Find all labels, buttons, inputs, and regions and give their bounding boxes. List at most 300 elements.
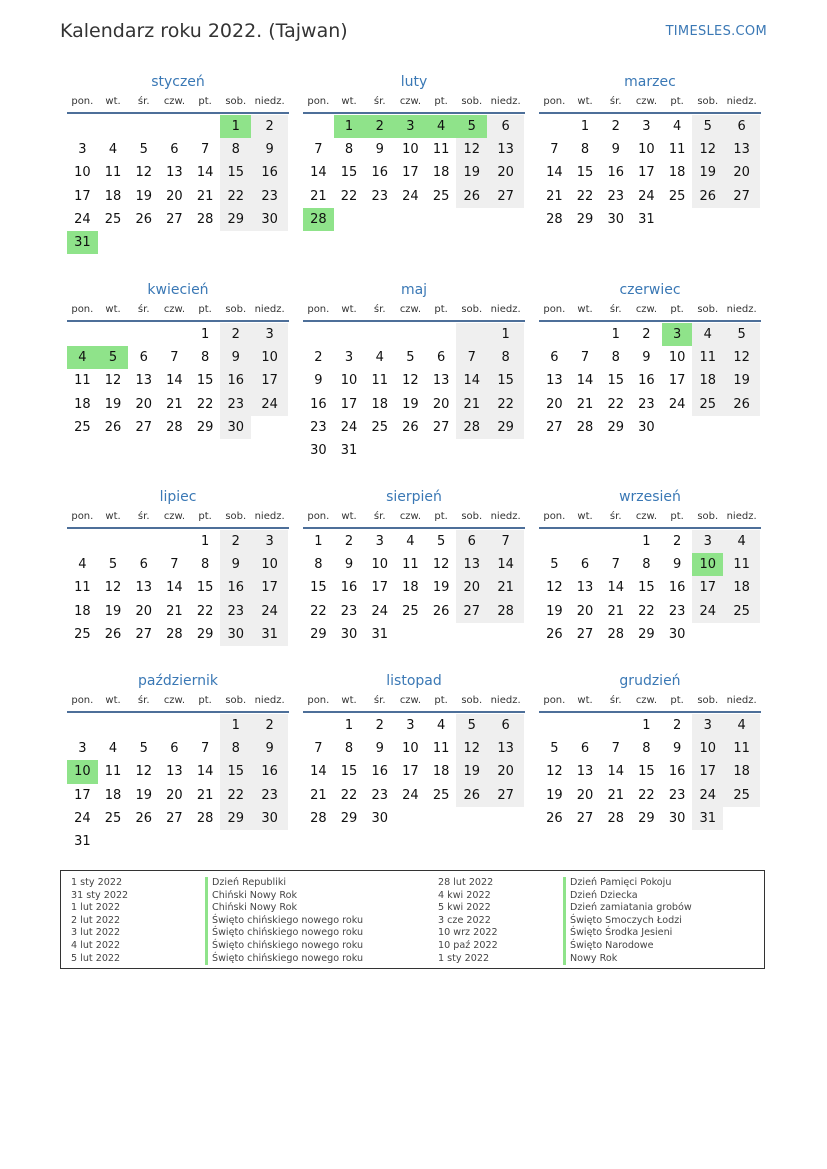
day-cell: 24 (402, 188, 419, 204)
day-cell: 13 (432, 373, 450, 389)
month-block (303, 72, 525, 231)
day-grid (539, 530, 761, 646)
day-cell: 16 (310, 396, 327, 412)
empty-cell (251, 416, 288, 439)
day-cell: 16 (607, 165, 624, 181)
day-cell: 25 (723, 600, 760, 623)
weekday-label: śr. (609, 695, 622, 706)
day-cell: 28 (576, 419, 594, 435)
day-cell: 28 (310, 810, 327, 826)
day-grid (67, 323, 289, 439)
day-cell: 27 (135, 626, 152, 642)
day-cell: 2 (375, 718, 384, 734)
month-name: luty (400, 74, 428, 90)
empty-cell (190, 714, 221, 737)
day-cell: 21 (196, 787, 214, 803)
brand-logo[interactable]: TIMESLES.COM (665, 24, 767, 39)
day-cell: 3 (375, 534, 384, 550)
day-cell: 8 (344, 142, 354, 158)
day-cell: 30 (668, 626, 686, 642)
day-cell: 5 (550, 557, 559, 573)
empty-cell (67, 323, 98, 346)
day-cell: 27 (487, 185, 524, 208)
holiday-day-cell: 1 (334, 115, 365, 138)
day-cell: 4 (692, 323, 723, 346)
month-block (67, 72, 289, 254)
day-cell: 28 (456, 416, 487, 439)
weekday-label: pt. (670, 304, 684, 315)
holiday-name: Święto chińskiego nowego roku (205, 915, 363, 928)
day-cell: 8 (487, 346, 524, 369)
weekday-label: czw. (399, 695, 421, 706)
weekday-label: niedz. (490, 695, 521, 706)
empty-cell (600, 530, 631, 553)
weekday-label: śr. (609, 304, 622, 315)
empty-cell (395, 323, 426, 346)
day-cell: 25 (74, 626, 91, 642)
day-cell: 23 (668, 603, 686, 619)
weekday-label: wt. (577, 695, 593, 706)
day-grid (539, 714, 761, 830)
day-cell: 7 (456, 346, 487, 369)
day-cell: 4 (672, 119, 682, 135)
day-cell: 14 (166, 373, 183, 389)
empty-cell (539, 115, 570, 138)
day-cell: 5 (456, 714, 487, 737)
day-cell: 11 (692, 346, 723, 369)
holiday-names-column-2 (563, 877, 692, 965)
day-cell: 7 (611, 741, 620, 757)
day-cell: 21 (607, 603, 624, 619)
day-cell: 9 (672, 557, 682, 573)
day-cell: 25 (74, 419, 91, 435)
weekday-label: sob. (225, 304, 247, 315)
empty-cell (98, 231, 129, 254)
holiday-name: Święto chińskiego nowego roku (205, 927, 363, 940)
day-cell: 12 (402, 373, 419, 389)
day-cell: 20 (487, 161, 524, 184)
day-cell: 28 (196, 810, 214, 826)
weekday-label: pt. (434, 511, 448, 522)
weekday-header (539, 511, 761, 529)
day-cell: 23 (638, 396, 655, 412)
day-cell: 15 (196, 580, 214, 596)
day-cell: 21 (310, 188, 327, 204)
day-cell: 2 (220, 530, 251, 553)
day-cell: 25 (104, 211, 122, 227)
empty-cell (190, 231, 221, 254)
day-cell: 5 (108, 557, 118, 573)
day-cell: 11 (74, 373, 91, 389)
empty-cell (723, 807, 760, 830)
day-cell: 29 (196, 419, 214, 435)
day-cell: 14 (576, 373, 594, 389)
day-cell: 29 (340, 810, 358, 826)
day-cell: 22 (340, 188, 358, 204)
day-cell: 16 (220, 369, 251, 392)
empty-cell (662, 416, 693, 439)
day-cell: 10 (340, 373, 358, 389)
day-cell: 1 (200, 327, 210, 343)
day-cell: 11 (104, 165, 122, 181)
day-cell: 24 (74, 211, 91, 227)
weekday-label: czw. (399, 304, 421, 315)
holiday-name: Dzień Pamięci Pokoju (563, 877, 692, 890)
day-cell: 18 (371, 396, 388, 412)
day-cell: 8 (611, 350, 620, 366)
weekday-label: niedz. (726, 695, 757, 706)
day-cell: 26 (723, 393, 760, 416)
empty-cell (426, 208, 457, 231)
empty-cell (600, 714, 631, 737)
day-cell: 17 (251, 369, 288, 392)
day-cell: 7 (550, 142, 559, 158)
holiday-names-column-1 (205, 877, 363, 965)
weekday-label: pon. (307, 304, 330, 315)
day-cell: 28 (166, 626, 183, 642)
day-cell: 5 (723, 323, 760, 346)
empty-cell (220, 830, 251, 853)
day-cell: 3 (406, 718, 415, 734)
day-cell: 4 (375, 350, 384, 366)
day-cell: 22 (576, 188, 594, 204)
empty-cell (692, 623, 723, 646)
holiday-name: Święto Smoczych Łodzi (563, 915, 692, 928)
day-cell: 23 (668, 787, 686, 803)
day-cell: 14 (456, 369, 487, 392)
weekday-label: niedz. (254, 304, 285, 315)
empty-cell (723, 623, 760, 646)
weekday-label: niedz. (490, 304, 521, 315)
empty-cell (487, 439, 524, 462)
empty-cell (456, 807, 487, 830)
holiday-dates-column-2 (438, 877, 498, 965)
holiday-name: Święto chińskiego nowego roku (205, 953, 363, 966)
day-cell: 25 (432, 787, 450, 803)
weekday-label: pt. (670, 511, 684, 522)
day-cell: 18 (723, 576, 760, 599)
weekday-header (539, 96, 761, 114)
weekday-label: sob. (697, 304, 719, 315)
empty-cell (426, 807, 457, 830)
day-cell: 6 (170, 142, 179, 158)
empty-cell (251, 830, 288, 853)
day-cell: 8 (220, 737, 251, 760)
weekday-label: wt. (105, 96, 121, 107)
empty-cell (128, 115, 159, 138)
day-cell: 15 (220, 760, 251, 783)
day-cell: 18 (74, 396, 91, 412)
weekday-label: czw. (163, 96, 185, 107)
day-cell: 25 (668, 188, 686, 204)
month-name: sierpień (386, 489, 442, 505)
day-cell: 13 (576, 580, 594, 596)
day-cell: 22 (607, 396, 624, 412)
month-block (539, 671, 761, 830)
day-cell: 21 (487, 576, 524, 599)
day-cell: 12 (135, 165, 152, 181)
day-cell: 11 (104, 764, 122, 780)
day-cell: 3 (78, 142, 87, 158)
weekday-label: czw. (163, 304, 185, 315)
day-cell: 20 (723, 161, 760, 184)
day-cell: 4 (406, 534, 415, 550)
day-cell: 6 (580, 557, 590, 573)
holiday-name: Nowy Rok (563, 953, 692, 966)
day-cell: 7 (487, 530, 524, 553)
holiday-name: Chiński Nowy Rok (205, 890, 363, 903)
day-cell: 4 (723, 530, 760, 553)
day-cell: 1 (314, 534, 323, 550)
day-cell: 20 (576, 787, 594, 803)
day-cell: 11 (432, 741, 450, 757)
day-cell: 18 (402, 580, 419, 596)
holiday-date: 3 cze 2022 (438, 914, 491, 926)
day-cell: 21 (166, 396, 183, 412)
day-cell: 26 (104, 419, 122, 435)
weekday-header (303, 695, 525, 713)
day-cell: 11 (723, 553, 760, 576)
day-cell: 14 (607, 764, 624, 780)
weekday-label: czw. (163, 511, 185, 522)
day-grid (539, 323, 761, 439)
day-cell: 14 (310, 764, 327, 780)
day-cell: 2 (611, 119, 620, 135)
day-cell: 3 (251, 323, 288, 346)
day-cell: 15 (487, 369, 524, 392)
day-cell: 31 (74, 834, 91, 850)
weekday-label: czw. (635, 511, 657, 522)
weekday-label: sob. (461, 511, 483, 522)
day-cell: 25 (104, 810, 122, 826)
month-block (539, 72, 761, 231)
weekday-label: śr. (137, 695, 150, 706)
weekday-label: niedz. (726, 511, 757, 522)
weekday-label: wt. (341, 511, 357, 522)
day-cell: 20 (576, 603, 594, 619)
day-cell: 24 (692, 784, 723, 807)
day-cell: 1 (580, 119, 590, 135)
day-cell: 11 (723, 737, 760, 760)
empty-cell (159, 830, 190, 853)
weekday-label: pon. (71, 96, 94, 107)
day-cell: 19 (104, 396, 122, 412)
day-cell: 21 (546, 188, 563, 204)
month-name: marzec (624, 74, 676, 90)
day-cell: 4 (436, 718, 446, 734)
day-cell: 13 (166, 764, 183, 780)
holiday-date: 10 wrz 2022 (438, 927, 498, 939)
empty-cell (128, 231, 159, 254)
day-cell: 24 (74, 810, 91, 826)
day-cell: 21 (456, 393, 487, 416)
holiday-day-cell: 1 (220, 115, 251, 138)
empty-cell (395, 208, 426, 231)
day-cell: 27 (166, 810, 183, 826)
day-cell: 29 (576, 211, 594, 227)
weekday-label: czw. (635, 96, 657, 107)
day-cell: 14 (487, 553, 524, 576)
day-cell: 27 (432, 419, 450, 435)
weekday-label: niedz. (490, 96, 521, 107)
day-cell: 30 (340, 626, 358, 642)
day-cell: 27 (456, 600, 487, 623)
weekday-label: pon. (543, 304, 566, 315)
month-block (539, 280, 761, 439)
day-grid (303, 323, 525, 462)
weekday-label: pt. (198, 96, 212, 107)
day-cell: 4 (108, 741, 118, 757)
day-cell: 22 (196, 396, 214, 412)
holiday-name: Święto chińskiego nowego roku (205, 940, 363, 953)
day-cell: 22 (340, 787, 358, 803)
weekday-label: sob. (461, 304, 483, 315)
day-cell: 6 (487, 115, 524, 138)
day-cell: 26 (135, 211, 152, 227)
day-cell: 13 (546, 373, 563, 389)
day-cell: 19 (546, 787, 563, 803)
day-cell: 6 (723, 115, 760, 138)
day-cell: 25 (371, 419, 388, 435)
day-cell: 29 (607, 419, 624, 435)
weekday-label: sob. (697, 511, 719, 522)
day-cell: 23 (607, 188, 624, 204)
day-cell: 14 (607, 580, 624, 596)
weekday-label: sob. (461, 695, 483, 706)
day-cell: 22 (487, 393, 524, 416)
weekday-label: pt. (198, 695, 212, 706)
month-name: wrzesień (619, 489, 681, 505)
empty-cell (539, 714, 570, 737)
day-cell: 13 (456, 553, 487, 576)
day-cell: 26 (456, 784, 487, 807)
empty-cell (159, 115, 190, 138)
day-cell: 19 (456, 161, 487, 184)
day-cell: 14 (546, 165, 563, 181)
weekday-label: śr. (373, 695, 386, 706)
weekday-label: wt. (105, 695, 121, 706)
day-cell: 9 (314, 373, 323, 389)
weekday-label: czw. (635, 304, 657, 315)
day-grid (67, 714, 289, 853)
weekday-label: wt. (577, 96, 593, 107)
empty-cell (98, 115, 129, 138)
day-cell: 22 (220, 185, 251, 208)
empty-cell (364, 323, 395, 346)
weekday-label: niedz. (726, 304, 757, 315)
day-cell: 7 (170, 350, 179, 366)
day-cell: 6 (456, 530, 487, 553)
weekday-label: wt. (341, 304, 357, 315)
day-cell: 9 (375, 142, 384, 158)
day-cell: 2 (251, 714, 288, 737)
day-cell: 30 (220, 623, 251, 646)
empty-cell (539, 530, 570, 553)
day-cell: 17 (668, 373, 686, 389)
day-cell: 17 (74, 188, 91, 204)
day-cell: 17 (638, 165, 655, 181)
weekday-label: pt. (198, 511, 212, 522)
day-cell: 24 (371, 603, 388, 619)
empty-cell (128, 530, 159, 553)
day-cell: 1 (344, 718, 354, 734)
empty-cell (692, 208, 723, 231)
day-cell: 9 (672, 741, 682, 757)
day-cell: 21 (310, 787, 327, 803)
empty-cell (487, 208, 524, 231)
day-cell: 4 (78, 557, 87, 573)
day-cell: 20 (432, 396, 450, 412)
day-cell: 1 (611, 327, 620, 343)
empty-cell (364, 439, 395, 462)
day-cell: 6 (139, 350, 148, 366)
day-cell: 29 (310, 626, 327, 642)
day-cell: 13 (166, 165, 183, 181)
weekday-label: pt. (670, 96, 684, 107)
holiday-date: 28 lut 2022 (438, 877, 494, 888)
day-cell: 5 (550, 741, 559, 757)
day-cell: 18 (668, 165, 686, 181)
day-grid (67, 115, 289, 254)
day-cell: 23 (371, 188, 388, 204)
day-cell: 5 (436, 534, 446, 550)
weekday-label: sob. (461, 96, 483, 107)
day-cell: 15 (196, 373, 214, 389)
day-cell: 24 (251, 600, 288, 623)
holiday-date: 1 lut 2022 (71, 902, 121, 914)
day-cell: 7 (200, 741, 210, 757)
day-cell: 22 (196, 603, 214, 619)
day-cell: 6 (436, 350, 446, 366)
day-cell: 16 (668, 580, 686, 596)
weekday-label: sob. (225, 96, 247, 107)
day-cell: 30 (371, 810, 388, 826)
day-cell: 5 (406, 350, 415, 366)
empty-cell (456, 323, 487, 346)
empty-cell (426, 623, 457, 646)
day-cell: 15 (220, 161, 251, 184)
day-cell: 1 (487, 323, 524, 346)
day-cell: 19 (546, 603, 563, 619)
empty-cell (159, 323, 190, 346)
day-cell: 20 (135, 603, 152, 619)
holiday-date: 1 sty 2022 (71, 877, 123, 888)
day-cell: 9 (220, 553, 251, 576)
day-cell: 15 (340, 165, 358, 181)
day-grid (539, 115, 761, 231)
holiday-name: Dzień zamiatania grobów (563, 902, 692, 915)
weekday-label: pon. (543, 695, 566, 706)
day-cell: 29 (196, 626, 214, 642)
day-cell: 28 (487, 600, 524, 623)
day-cell: 16 (251, 760, 288, 783)
day-cell: 31 (340, 443, 358, 459)
day-cell: 26 (402, 419, 419, 435)
day-cell: 21 (196, 188, 214, 204)
weekday-label: wt. (105, 304, 121, 315)
empty-cell (303, 714, 334, 737)
day-cell: 26 (546, 810, 563, 826)
empty-cell (570, 714, 601, 737)
day-cell: 26 (104, 626, 122, 642)
day-cell: 9 (611, 142, 620, 158)
day-cell: 25 (692, 393, 723, 416)
weekday-label: wt. (341, 695, 357, 706)
day-cell: 15 (638, 764, 655, 780)
day-cell: 12 (135, 764, 152, 780)
day-cell: 3 (692, 530, 723, 553)
month-block (67, 671, 289, 853)
